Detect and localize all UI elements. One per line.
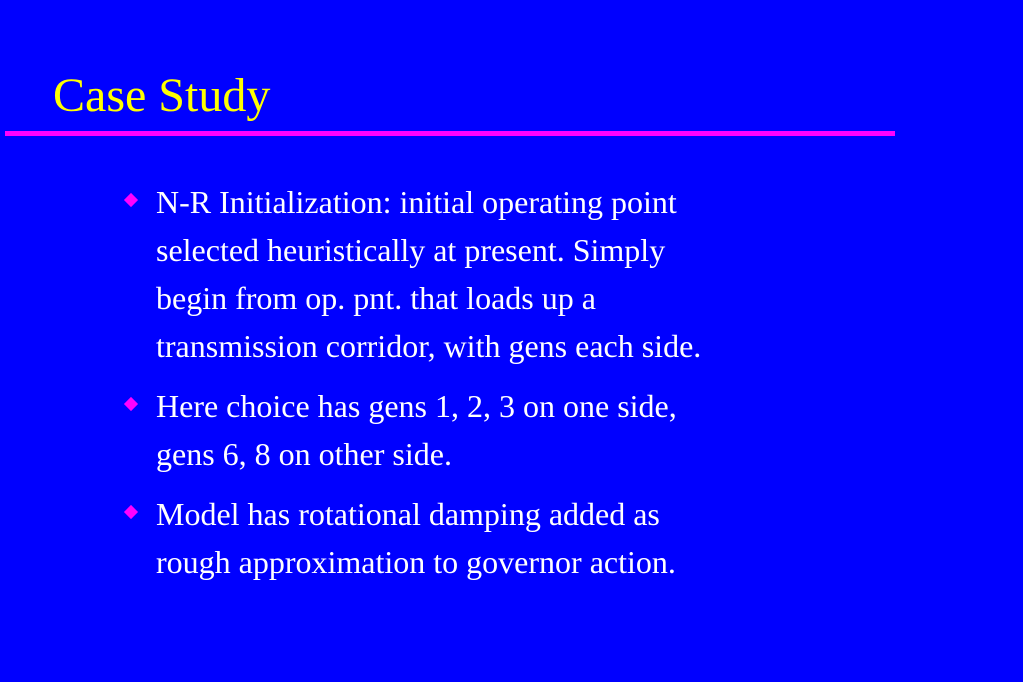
bullet-line: Model has rotational damping added as [156, 496, 660, 532]
bullet-line: rough approximation to governor action. [156, 544, 676, 580]
bullet-line: Here choice has gens 1, 2, 3 on one side, [156, 388, 677, 424]
slide-title: Case Study [53, 69, 271, 122]
bullet-line: N-R Initialization: initial operating point [156, 184, 677, 220]
title-divider [5, 131, 895, 136]
bullet-line: begin from op. pnt. that loads up a [156, 280, 596, 316]
diamond-bullet-icon [124, 193, 138, 207]
bullet-item [123, 490, 883, 586]
bullet-line: transmission corridor, with gens each side. [156, 328, 702, 364]
bullet-list [123, 178, 883, 598]
bullet-line: selected heuristically at present. Simply [156, 232, 666, 268]
bullet-item [123, 382, 883, 478]
bullet-line: gens 6, 8 on other side. [156, 436, 452, 472]
bullet-item [123, 178, 883, 370]
diamond-bullet-icon [124, 397, 138, 411]
diamond-bullet-icon [124, 505, 138, 519]
